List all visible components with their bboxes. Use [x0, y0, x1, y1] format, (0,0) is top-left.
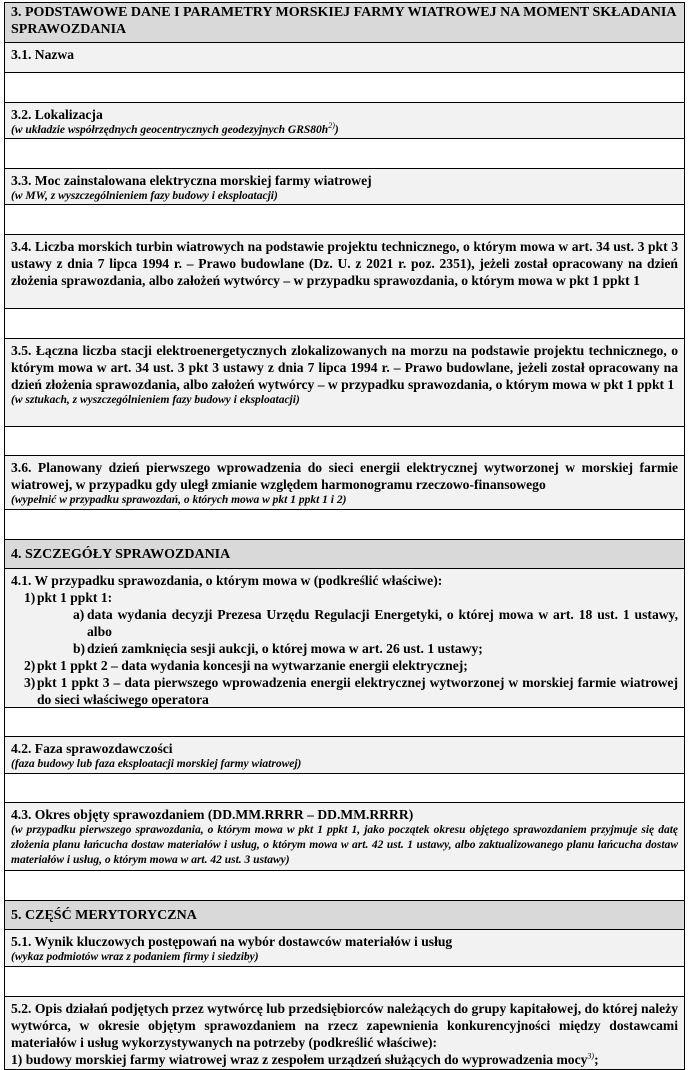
- section-4-header: [5, 540, 684, 569]
- field-3-2-value[interactable]: [5, 139, 684, 169]
- field-3-3-value[interactable]: [5, 205, 684, 235]
- field-3-1-label: [5, 43, 684, 73]
- field-4-2-value[interactable]: [5, 774, 684, 803]
- section-3-title: 3. PODSTAWOWE DANE I PARAMETRY MORSKIEJ FARMY WIATROWEJ NA MOMENT SKŁADANIA SPRAWOZDANIA: [11, 5, 676, 37]
- section-4-title: 4. SZCZEGÓŁY SPRAWOZDANIA: [11, 547, 231, 562]
- field-3-6-label-text: 3.6. Planowany dzień pierwszego wprowadzenia do sieci energii elektrycznej wytworzonej w morskiej farmie wiatrowej, w przypadku gdy uległ zmianie względem harmonogramu rzeczowo-finansowego: [11, 460, 678, 492]
- field-3-4-value[interactable]: [5, 309, 684, 339]
- field-3-1-value[interactable]: [5, 73, 684, 103]
- field-3-5-note: (w sztukach, z wyszczególnieniem fazy budowy i eksploatacji): [11, 394, 300, 406]
- field-4-3-label-text: 4.3. Okres objęty sprawozdaniem (DD.MM.RRRR – DD.MM.RRRR): [11, 807, 414, 822]
- option-1[interactable]: 1) pkt 1 ppkt 1:: [24, 590, 113, 605]
- field-3-6-note: (wypełnić w przypadku sprawozdań, o których mowa w pkt 1 ppkt 1 i 2): [11, 494, 347, 506]
- field-4-2-label-text: 4.2. Faza sprawozdawczości: [11, 741, 173, 756]
- field-3-4-label: [5, 235, 684, 309]
- section-3-header: [5, 3, 684, 43]
- field-3-5-label: [5, 339, 684, 427]
- field-5-2-label-text: 5.2. Opis działań podjętych przez wytwórcę lub przedsiębiorców należących do grupy kapitałowej, do której należy wytwórca, w okresie objętym sprawozdaniem na rzecz zapewnienia konkurencyjności między dostawcami materiałów i usług wykorzystywanych na potrzeby (podkreślić właściwe):: [11, 1001, 678, 1050]
- option-1b[interactable]: b) dzień zamknięcia sesji aukcji, o której mowa w art. 26 ust. 1 ustawy;: [73, 641, 483, 656]
- field-5-1-value[interactable]: [5, 967, 684, 997]
- field-4-2-note: (faza budowy lub faza eksploatacji morskiej farmy wiatrowej): [11, 758, 302, 770]
- field-4-1-label-text: 4.1. W przypadku sprawozdania, o którym mowa w (podkreślić właściwe):: [11, 573, 443, 588]
- field-3-6-label: [5, 456, 684, 510]
- field-4-3-note: (w przypadku pierwszego sprawozdania, o którym mowa w pkt 1 ppkt 1, jako początek okresu objętego sprawozdaniem przyjmuje się datę złożenia planu łańcucha dostaw materiałów i usług, o którym mowa w art. 42 ust. 1 ustawy, albo zaktualizowanego planu łańcucha dostaw materiałów i usług, o którym mowa w art. 42 ust. 3 ustawy): [11, 824, 678, 866]
- field-3-3-note: (w MW, z wyszczególnieniem fazy budowy i eksploatacji): [11, 190, 278, 202]
- field-5-2-option-1[interactable]: 1) budowy morskiej farmy wiatrowej wraz z zespołem urządzeń służących do wyprowadzenia mocy$^{3)}$;: [11, 1051, 599, 1067]
- field-3-1-label-text: 3.1. Nazwa: [11, 47, 75, 62]
- field-3-5-label-text: 3.5. Łączna liczba stacji elektroenergetycznych zlokalizowanych na morzu na podstawie projektu technicznego, o którym mowa w art. 34 ust. 3 pkt 3 ustawy z dnia 7 lipca 1994 r. – Prawo budowlane, jeżeli został opracowany na dzień złożenia sprawozdania, albo założeń wytwórcy – w przypadku sprawozdania, o którym mowa w pkt 1 ppkt 1: [11, 343, 678, 392]
- option-1a[interactable]: a) data wydania decyzji Prezesa Urzędu Regulacji Energetyki, o której mowa w art. 18 ust. 1 ustawy, albo: [73, 607, 678, 639]
- report-form: [4, 2, 685, 1070]
- field-3-4-label-text: 3.4. Liczba morskich turbin wiatrowych na podstawie projektu technicznego, o którym mowa w art. 34 ust. 3 pkt 3 ustawy z dnia 7 lipca 1994 r. – Prawo budowlane (Dz. U. z 2021 r. poz. 2351), jeżeli został opracowany na dzień złożenia sprawozdania, albo założeń wytwórcy – w przypadku sprawozdania, o którym mowa w pkt 1 ppkt 1: [11, 239, 678, 288]
- field-4-3-label: [5, 803, 684, 871]
- field-3-5-value[interactable]: [5, 427, 684, 456]
- field-3-2-note: (w układzie współrzędnych geocentrycznych geodezyjnych $GRS80h^{2)}$): [11, 121, 339, 136]
- option-2[interactable]: 2) pkt 1 ppkt 2 – data wydania koncesji na wytwarzanie energii elektrycznej;: [24, 658, 468, 673]
- field-5-1-label: [5, 930, 684, 967]
- field-3-6-value[interactable]: [5, 510, 684, 540]
- field-5-2-label: [5, 997, 684, 1069]
- field-4-3-value[interactable]: [5, 871, 684, 901]
- field-3-2-label: [5, 103, 684, 139]
- section-5-header: [5, 901, 684, 930]
- field-3-2-label-text: 3.2. Lokalizacja: [11, 107, 103, 122]
- field-5-1-note: (wykaz podmiotów wraz z podaniem firmy i siedziby): [11, 951, 259, 963]
- field-4-1-value[interactable]: [5, 708, 684, 737]
- field-3-3-label: [5, 169, 684, 205]
- field-5-1-label-text: 5.1. Wynik kluczowych postępowań na wybór dostawców materiałów i usług: [11, 934, 453, 949]
- field-4-1-options: [11, 589, 678, 708]
- option-3[interactable]: 3) pkt 1 ppkt 3 – data pierwszego wprowadzenia energii elektrycznej wytworzonej w morskiej farmie wiatrowej do sieci właściwego operatora: [24, 675, 678, 707]
- section-5-title: 5. CZĘŚĆ MERYTORYCZNA: [11, 908, 197, 923]
- field-3-3-label-text: 3.3. Moc zainstalowana elektryczna morskiej farmy wiatrowej: [11, 173, 372, 188]
- field-4-2-label: [5, 737, 684, 774]
- field-4-1-label: [5, 569, 684, 708]
